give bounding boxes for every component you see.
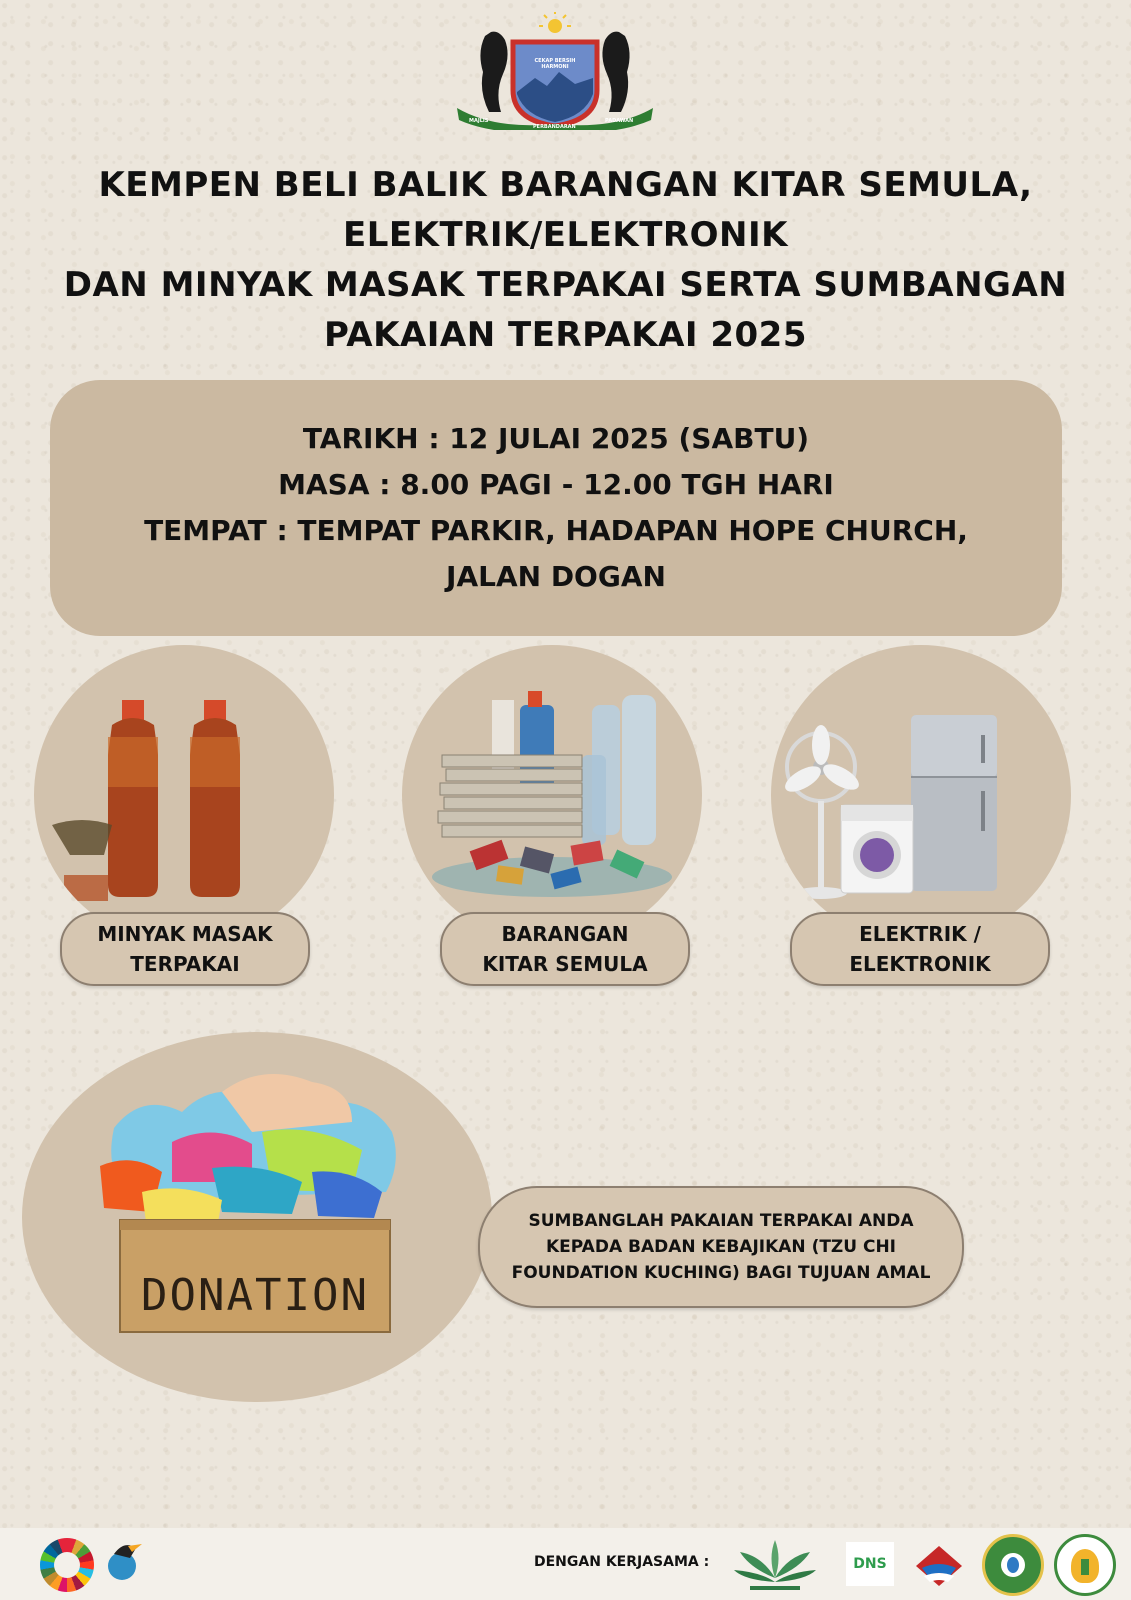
category-label-line-2: KITAR SEMULA [482, 952, 648, 976]
recyclables-circle [402, 645, 702, 945]
crest-banner-left: MAJLIS [469, 118, 489, 124]
category-pill-appliances [790, 912, 1050, 986]
category-pill-recyclables [440, 912, 690, 986]
council-crest [455, 12, 655, 130]
event-place-line-2: JALAN DOGAN [446, 560, 666, 593]
title-line-2: ELEKTRIK/ELEKTRONIK [343, 215, 788, 255]
donation-line-3: FOUNDATION KUCHING) BAGI TUJUAN AMAL [511, 1263, 931, 1283]
event-details-panel [50, 380, 1062, 636]
cooking-oil-circle [34, 645, 334, 945]
clothes-box-icon [22, 1032, 492, 1402]
collab-label: DENGAN KERJASAMA : [534, 1554, 710, 1570]
category-label-line-1: ELEKTRIK / [859, 922, 981, 946]
crest-banner-right: PADAWAN [605, 118, 634, 124]
cooking-oil-icon [34, 645, 334, 945]
environment-dept-logo-icon [910, 1536, 968, 1594]
footer-bar [0, 1528, 1131, 1600]
donation-box-label: DONATION [141, 1270, 369, 1321]
event-time: MASA : 8.00 PAGI - 12.00 TGH HARI [278, 468, 834, 501]
donation-circle [22, 1032, 492, 1402]
campaign-title [40, 160, 1091, 360]
event-date: TARIKH : 12 JULAI 2025 (SABTU) [302, 422, 810, 455]
green-badge-logo-icon [982, 1534, 1044, 1596]
category-pill-cooking-oil [60, 912, 310, 986]
crest-banner-mid: PERBANDARAN [533, 124, 576, 130]
sdg-wheel-icon [40, 1538, 94, 1592]
donation-line-1: SUMBANGLAH PAKAIAN TERPAKAI ANDA [528, 1211, 914, 1231]
title-line-1: KEMPEN BELI BALIK BARANGAN KITAR SEMULA, [98, 165, 1033, 205]
category-label-line-1: BARANGAN [501, 922, 629, 946]
appliances-circle [771, 645, 1071, 945]
bird-logo-icon [104, 1536, 144, 1592]
category-label-line-2: ELEKTRONIK [849, 952, 991, 976]
donation-line-2: KEPADA BADAN KEBAJIKAN (TZU CHI [545, 1237, 897, 1257]
category-label-line-1: MINYAK MASAK [97, 922, 273, 946]
appliances-icon [771, 645, 1071, 945]
category-label-line-2: TERPAKAI [130, 952, 240, 976]
dns-logo [846, 1542, 894, 1586]
donation-message-pill [478, 1186, 964, 1308]
tzu-chi-logo-icon [730, 1534, 820, 1594]
partner-logo-icon [1054, 1534, 1116, 1596]
title-line-3: DAN MINYAK MASAK TERPAKAI SERTA SUMBANGAN [63, 265, 1068, 305]
event-place-line-1: TEMPAT : TEMPAT PARKIR, HADAPAN HOPE CHURCH, [144, 514, 968, 547]
dns-logo-text: DNS [853, 1556, 887, 1572]
crest-motto: CEKAP BERSIH HARMONI [534, 58, 576, 70]
title-line-4: PAKAIAN TERPAKAI 2025 [323, 315, 807, 355]
recyclables-icon [402, 645, 702, 945]
